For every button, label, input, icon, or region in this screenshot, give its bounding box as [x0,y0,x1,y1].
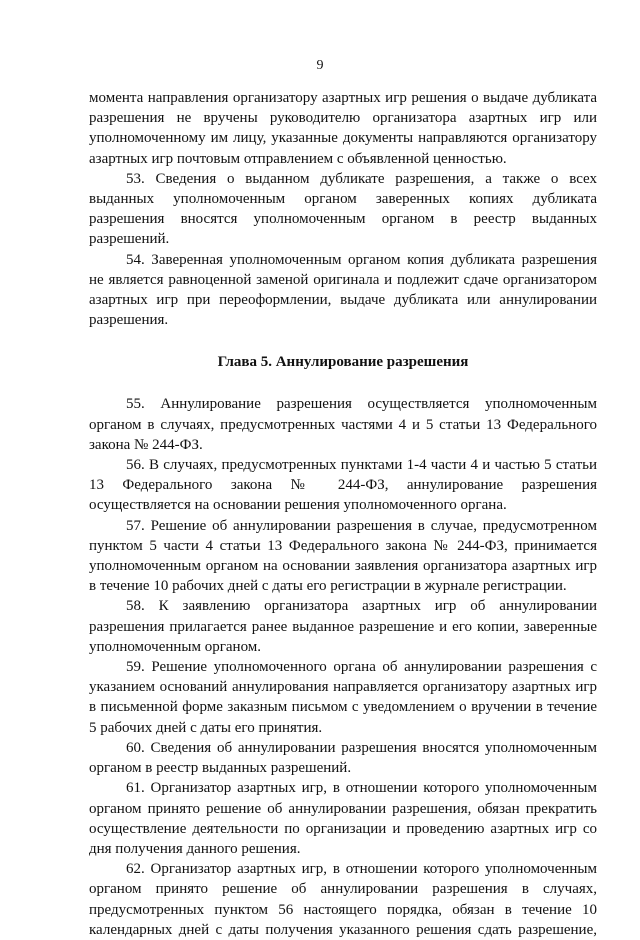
paragraph-54: 54. Заверенная уполномоченным органом копия дубликата разрешения не является равноценной заменой оригинала и подлежит сдаче организатором азартных игр при переоформлении, выдаче дубликата или аннулировании разрешения. [89,251,597,329]
paragraph-59: 59. Решение уполномоченного органа об аннулировании разрешения с указанием оснований аннулирования направляется организатору азартных игр в письменной форме заказным письмом с уведомлением о вручении в течение 5 рабочих дней с даты его принятия. [89,659,597,736]
paragraph-60: 60. Сведения об аннулировании разрешения вносятся уполномоченным органом в реестр выданных разрешений. [89,739,597,777]
page-number: 9 [316,58,324,73]
paragraph-62: 62. Организатор азартных игр, в отношении которого уполномоченным органом принято решение об аннулировании разрешения в случаях, предусмотренных пунктом 56 настоящего порядка, обязан в течение 10 календарных дней с даты получения указанного решения сдать разрешение, [89,861,597,938]
paragraph-61: 61. Организатор азартных игр, в отношении которого уполномоченным органом принято решение об аннулировании разрешения, обязан прекратить осуществление деятельности по организации и проведению азартных игр со дня получения данного решения. [89,780,597,857]
paragraph-55: 55. Аннулирование разрешения осуществляется уполномоченным органом в случаях, предусмотренных частями 4 и 5 статьи 13 Федерального закона № 244-ФЗ. [89,396,597,453]
chapter-heading: Глава 5. Аннулирование разрешения [217,354,469,371]
paragraph-56: 56. В случаях, предусмотренных пунктами 1-4 части 4 и частью 5 статьи 13 Федерального закона № 244-ФЗ, аннулирование разрешения осуществляется на основании решения уполномоченного органа. [89,457,597,514]
page-body [89,88,597,940]
paragraph-57: 57. Решение об аннулировании разрешения в случае, предусмотренном пунктом 5 части 4 статьи 13 Федерального закона № 244-ФЗ, принимается уполномоченным органом на основании заявления организатора азартных игр в течение 10 рабочих дней с даты его регистрации в журнале регистрации. [89,517,597,595]
paragraph-58: 58. К заявлению организатора азартных игр об аннулировании разрешения прилагается ранее выданное разрешение и его копии, заверенные уполномоченным органом. [89,598,597,655]
paragraph-53: 53. Сведения о выданном дубликате разрешения, а также о всех выданных уполномоченным органом заверенных копиях дубликата разрешения вносятся уполномоченным органом в реестр выданных разрешений. [89,170,597,248]
paragraph-continuation: момента направления организатору азартных игр решения о выдаче дубликата разрешения не вручены руководителю организатора азартных игр или уполномоченному им лицу, указанные документы направляются организатору азартных игр почтовым отправлением с объявленной ценностью. [89,90,597,167]
